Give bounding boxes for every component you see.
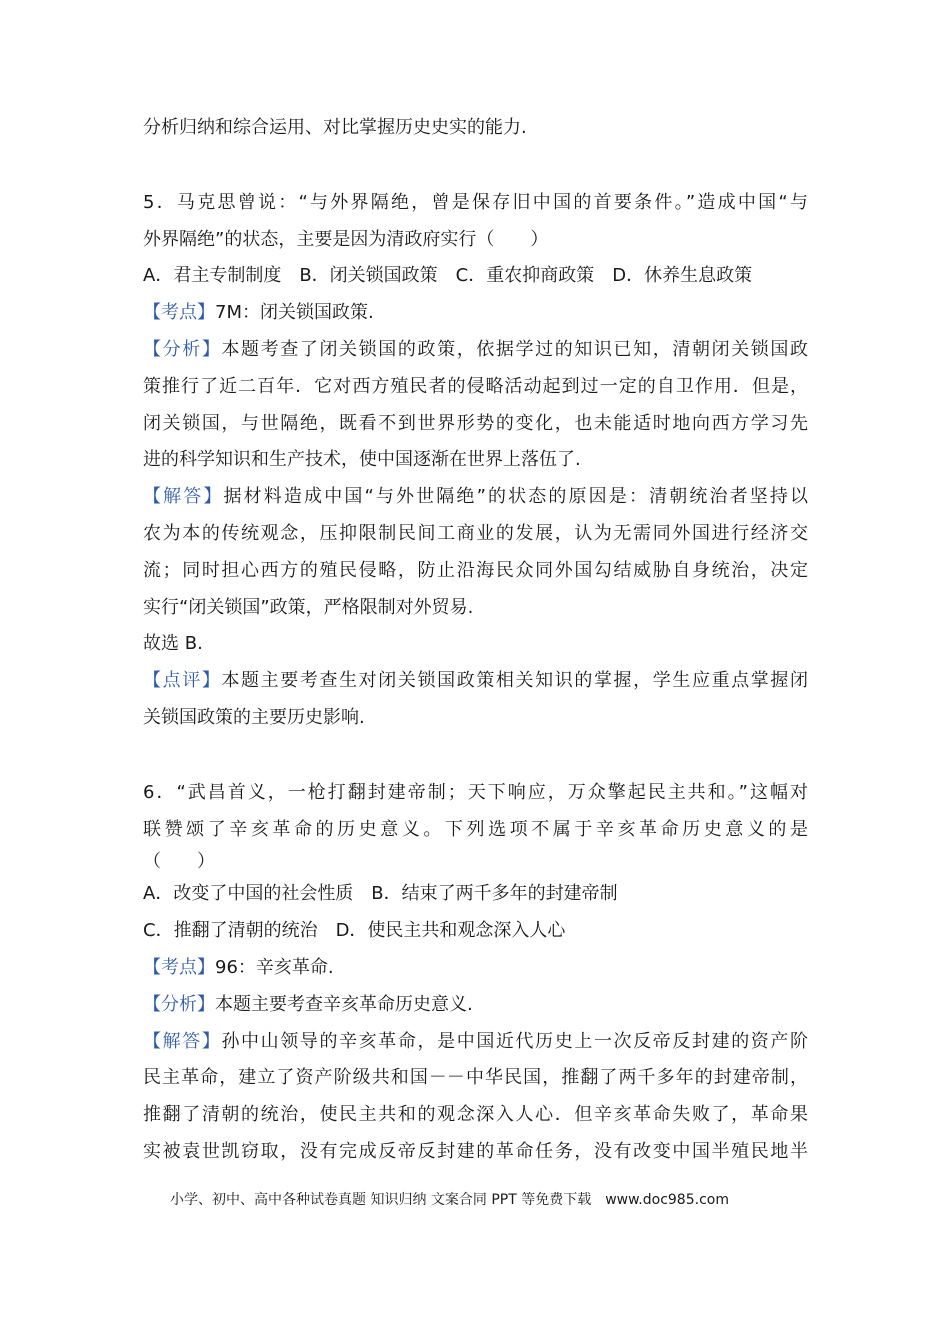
q5-kaodian-text: 7M：闭关锁国政策. [215,302,374,324]
q6-jieda-text-1: 孙中山领导的辛亥革命，是中国近代历史上一次反帝反封建的资产阶 [221,1030,808,1052]
q6-options-line-1: A．改变了中国的社会性质 B．结束了两千多年的封建帝制 [143,883,618,905]
q6-jieda-line-3: 推翻了清朝的统治，使民主共和的观念深入人心．但辛亥革命失败了，革命果 [143,1104,808,1126]
q5-dianping-line-1 [143,663,808,700]
q5-jieda-line-1 [143,479,808,516]
q6-jieda-line-4: 实被袁世凯窃取，没有完成反帝反封建的革命任务，没有改变中国半殖民地半 [143,1140,808,1162]
q6-stem-line-1: 6．“武昌首义，一枪打翻封建帝制；天下响应，万众擎起民主共和。”这幅对 [143,781,808,803]
q5-jieda-line-2: 农为本的传统观念，压抑限制民间工商业的发展，认为无需同外国进行经济交 [143,522,808,544]
q5-stem-line-1: 5．马克思曾说：“与外界隔绝，曾是保存旧中国的首要条件。”造成中国“与 [143,191,808,213]
q6-kaodian [143,950,808,987]
q5-kaodian [143,295,808,332]
q6-jieda-line-2: 民主革命，建立了资产阶级共和国－－中华民国，推翻了两千多年的封建帝制， [143,1067,808,1089]
fenxi-tag: 【分析】 [143,338,222,360]
q5-fenxi-line-1 [143,332,808,369]
q5-fenxi-line-2: 策推行了近二百年．它对西方殖民者的侵略活动起到过一定的自卫作用．但是， [143,375,808,397]
spacer [143,737,808,775]
page-content [143,110,808,1171]
kaodian-tag: 【考点】 [143,956,215,978]
q5-jieda-line-4: 实行“闭关锁国”政策，严格限制对外贸易. [143,596,474,618]
q5-jieda-line-3: 流；同时担心西方的殖民侵略，防止沿海民众同外国勾结威胁自身统治，决定 [143,559,808,581]
q6-jieda-line-1 [143,1024,808,1061]
q6-stem-line-2: 联赞颂了辛亥革命的历史意义。下列选项不属于辛亥革命历史意义的是 [143,818,808,840]
q6-options-line-2: C．推翻了清朝的统治 D．使民主共和观念深入人心 [143,920,566,942]
fenxi-tag: 【分析】 [143,993,215,1015]
jieda-tag: 【解答】 [143,486,224,508]
kaodian-tag: 【考点】 [143,302,215,324]
q5-jieda-text-1: 据材料造成中国“与外世隔绝”的状态的原因是：清朝统治者坚持以 [223,486,808,508]
q6-fenxi [143,987,808,1024]
jieda-tag: 【解答】 [143,1030,222,1052]
dianping-tag: 【点评】 [143,670,222,692]
q5-dianping-line-2: 关锁国政策的主要历史影响. [143,706,365,728]
q6-stem-line-3: （ ） [143,851,215,873]
q5-fenxi-line-4: 进的科学知识和生产技术，使中国逐渐在世界上落伍了. [143,449,581,471]
q6-fenxi-text: 本题主要考查辛亥革命历史意义. [215,993,473,1015]
q5-fenxi-line-3: 闭关锁国，与世隔绝，既看不到世界形势的变化，也未能适时地向西方学习先 [143,412,808,434]
q5-dianping-text-1: 本题主要考查生对闭关锁国政策相关知识的掌握，学生应重点掌握闭 [221,670,808,692]
q5-options: A．君主专制制度 B．闭关锁国政策 C．重农抑商政策 D．休养生息政策 [143,265,753,287]
q5-answer: 故选 B. [143,633,203,655]
q5-stem-line-2: 外界隔绝”的状态，主要是因为清政府实行（ ） [143,228,549,250]
q5-fenxi-text-1: 本题考查了闭关锁国的政策，依据学过的知识已知，清朝闭关锁国政 [221,338,808,360]
page-footer: 小学、初中、高中各种试卷真题 知识归纳 文案合同 PPT 等免费下载 www.doc985.com [170,1192,729,1208]
q6-kaodian-text: 96：辛亥革命. [215,956,334,978]
spacer [143,147,808,185]
prev-answer-tail: 分析归纳和综合运用、对比掌握历史史实的能力. [143,117,527,138]
